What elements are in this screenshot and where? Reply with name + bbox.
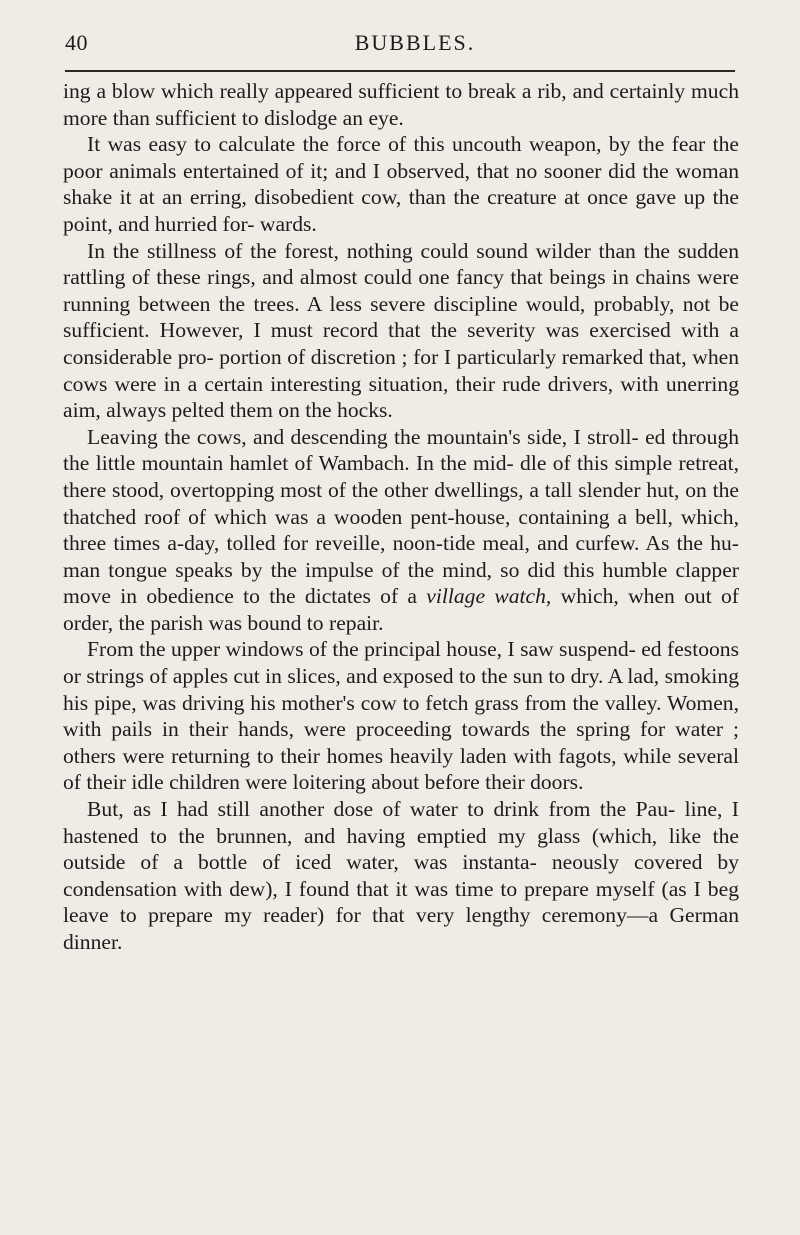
- paragraph: ing a blow which really appeared sufficient to break a rib, and certainly much more than sufficient to dislodge an eye.: [63, 79, 739, 130]
- running-head: BUBBLES.: [354, 30, 476, 55]
- paragraph: In the stillness of the forest, nothing could sound wilder than the sudden rattling of these rings, and almost could one fancy that beings in chains were running between the trees. A less severe discipline would, probably, not be sufficient. However, I must record that the severity was exercised with a considerable pro- portion of discretion ; for I particularly remarked that, when cows were in a certain interesting situation, their rude drivers, with unerring aim, always pelted them on the hocks.: [63, 238, 739, 423]
- paragraph: It was easy to calculate the force of this uncouth weapon, by the fear the poor animals entertained of it; and I observed, that no sooner did the woman shake it at an erring, disobedient cow, than the creature at once gave up the point, and hurried for- wards.: [63, 132, 739, 236]
- page-header: [65, 30, 735, 60]
- paragraph: From the upper windows of the principal house, I saw suspend- ed festoons or strings of apples cut in slices, and exposed to the sun to dry. A lad, smoking his pipe, was driving his mother's cow to fetch grass from the valley. Women, with pails in their hands, were proceeding towards the spring for water ; others were returning to their homes heavily laden with fagots, while several of their idle children were loitering about before their doors.: [63, 637, 739, 795]
- paragraph-text: which, when out of order, the parish was bound to repair.: [63, 584, 739, 635]
- paragraph-text: Leaving the cows, and descending the mountain's side, I stroll- ed through the little mountain hamlet of Wambach. In the mid- dle of this simple retreat, there stood, overtopping most of the other dwellings, a tall slender hut, on the thatched roof of which was a wooden pent-house, containing a bell, which, three times a-day, tolled for reveille, noon-tide meal, and curfew. As the hu- man tongue speaks by the impulse of the mind, so did this humble clapper move in obedience to the dictates of a: [63, 424, 739, 609]
- italic-phrase: village watch,: [426, 584, 552, 609]
- body-text: [63, 78, 739, 956]
- page-number: 40: [65, 30, 88, 55]
- header-rule: [65, 70, 735, 72]
- paragraph: [63, 424, 739, 637]
- paragraph: But, as I had still another dose of water to drink from the Pau- line, I hastened to the brunnen, and having emptied my glass (which, like the outside of a bottle of iced water, was instanta- neously covered by condensation with dew), I found that it was time to prepare myself (as I beg leave to prepare my reader) for that very lengthy ceremony—a German dinner.: [63, 797, 739, 954]
